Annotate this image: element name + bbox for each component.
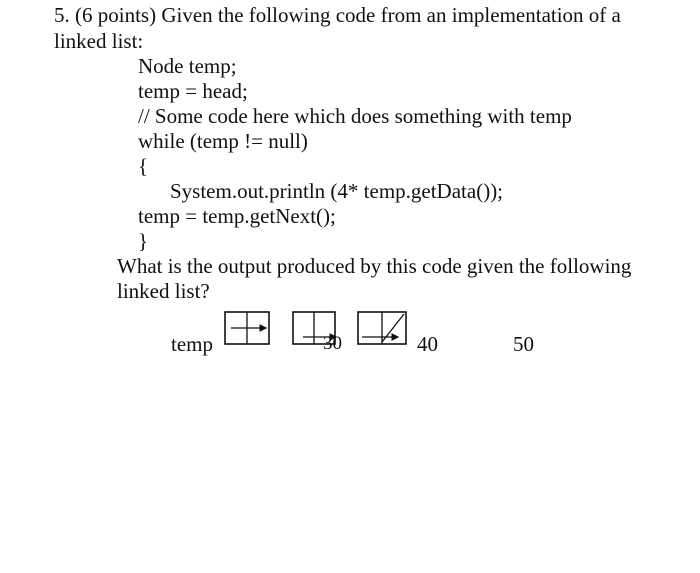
- code-line: System.out.println (4* temp.getData());: [170, 179, 504, 203]
- code-line: while (temp != null): [138, 129, 308, 153]
- node-value: 50: [513, 332, 534, 356]
- temp-label: temp: [171, 332, 213, 356]
- head-pointer-box: [225, 312, 269, 344]
- code-line: temp = temp.getNext();: [138, 204, 336, 228]
- code-line: {: [138, 154, 149, 178]
- list-node-2: [358, 312, 406, 344]
- code-line: Node temp;: [138, 54, 237, 78]
- code-line: temp = head;: [138, 79, 248, 103]
- followup-question: What is the output produced by this code given the following: [117, 254, 632, 278]
- question-intro: 5. (6 points) Given the following code from an implementation of a: [54, 3, 621, 27]
- followup-question-continued: linked list?: [117, 279, 210, 303]
- question-intro-continued: linked list:: [54, 29, 144, 53]
- code-line: // Some code here which does something with temp: [138, 104, 572, 128]
- code-line: }: [138, 229, 149, 253]
- node-value: 30: [323, 333, 342, 354]
- node-value: 40: [417, 332, 438, 356]
